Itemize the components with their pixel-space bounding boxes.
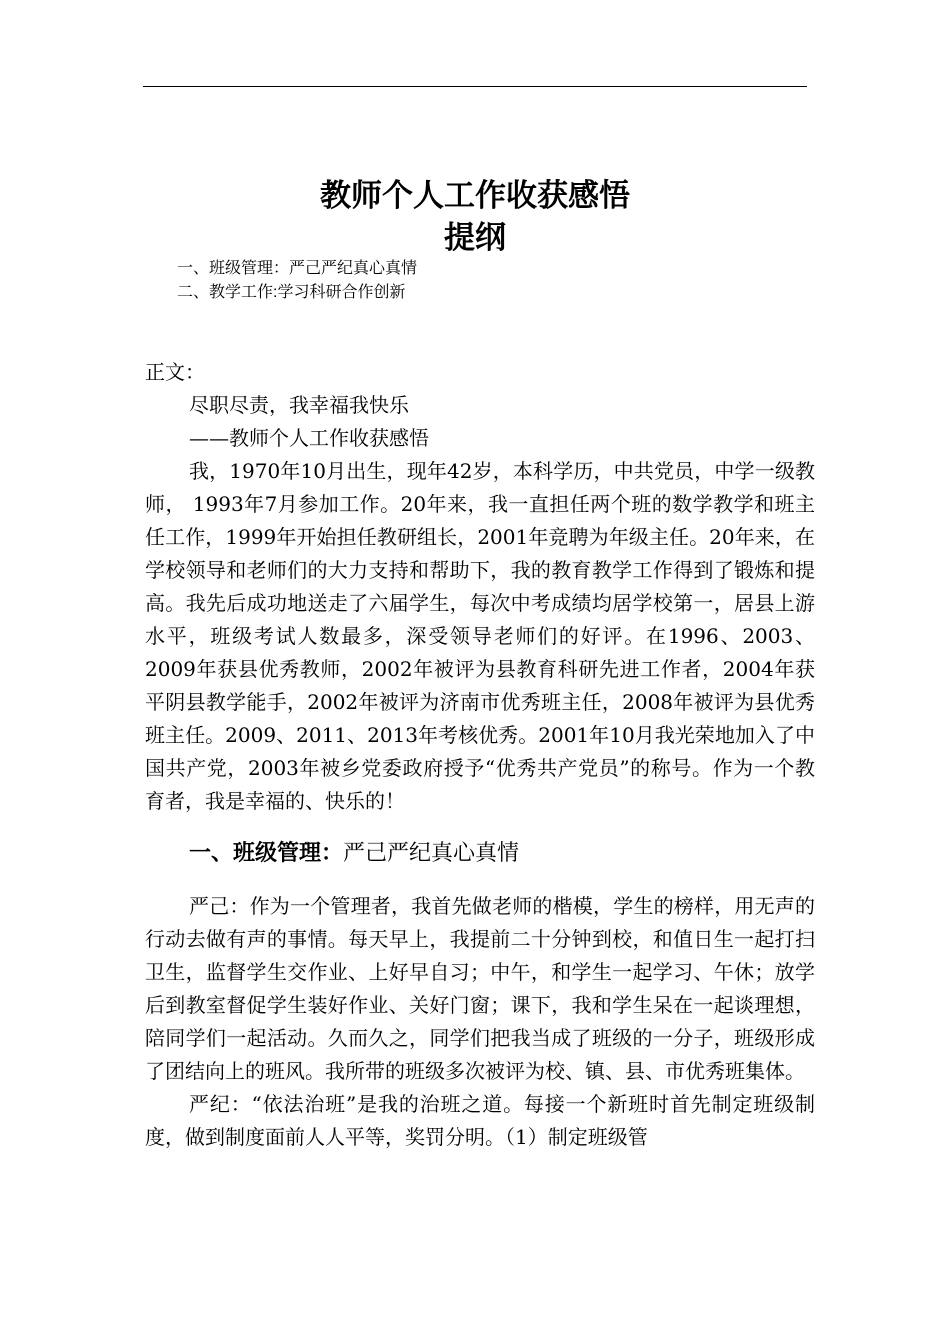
- paragraph-yanji-discipline: 严纪：“依法治班”是我的治班之道。每接一个新班时首先制定班级制度，做到制度面前人人平等，奖罚分明。（1）制定班级管: [145, 1092, 815, 1149]
- section-heading-1-rest: 严己严纪真心真情: [343, 841, 520, 866]
- document-body: [145, 356, 815, 1154]
- outline-item-2: [177, 283, 405, 303]
- essay-title: 尽职尽责，我幸福我快乐: [189, 393, 409, 417]
- paragraph-yanji: 严己：作为一个管理者，我首先做老师的楷模，学生的榜样，用无声的行动去做有声的事情。每天早上，我提前二十分钟到校，和值日生一起打扫卫生，监督学生交作业、上好早自习；中午，和学生一起学习、午休；放学后到教室督促学生装好作业、关好门窗；课下，我和学生呆在一起谈理想，陪同学们一起活动。久而久之，同学们把我当成了班级的一分子，班级形成了团结向上的班风。我所带的班级多次被评为校、镇、县、市优秀班集体。: [145, 894, 815, 1083]
- paragraph-intro: 我，1970年10月出生，现年42岁，本科学历，中共党员，中学一级教师， 1993年7月参加工作。20年来，我一直担任两个班的数学教学和班主任工作，1999年开始担任教研组长，2001年竞聘为年级主任。20年来，在学校领导和老师们的大力支持和帮助下，我的教育教学工作得到了锻炼和提高。我先后成功地送走了六届学生，每次中考成绩均居学校第一，居县上游水平，班级考试人数最多，深受领导老师们的好评。在1996、2003、2009年获县优秀教师，2002年被评为县教育科研先进工作者，2004年获平阴县教学能手，2002年被评为济南市优秀班主任，2008年被评为县优秀班主任。2009、2011、2013年考核优秀。2001年10月我光荣地加入了中国共产党，2003年被乡党委政府授予“优秀共产党员”的称号。作为一个教育者，我是幸福的、快乐的！: [145, 459, 815, 813]
- outline-item-1-rest: 严己严纪真心真情: [289, 258, 418, 277]
- header-rule: [143, 86, 807, 87]
- body-label: 正文：: [145, 360, 205, 384]
- outline-item-2-head: 二、教学工作:学习科研合作创新: [177, 284, 406, 301]
- section-heading-1-bold: 一、班级管理：: [189, 840, 344, 865]
- outline-item-1: [177, 258, 417, 279]
- essay-subtitle: ——教师个人工作收获感悟: [189, 426, 429, 450]
- outline-item-1-head: 一、班级管理：: [177, 260, 290, 277]
- document-title: 教师个人工作收获感悟: [320, 178, 630, 213]
- document-subtitle: 提纲: [444, 220, 506, 255]
- section-heading-1: [189, 836, 815, 870]
